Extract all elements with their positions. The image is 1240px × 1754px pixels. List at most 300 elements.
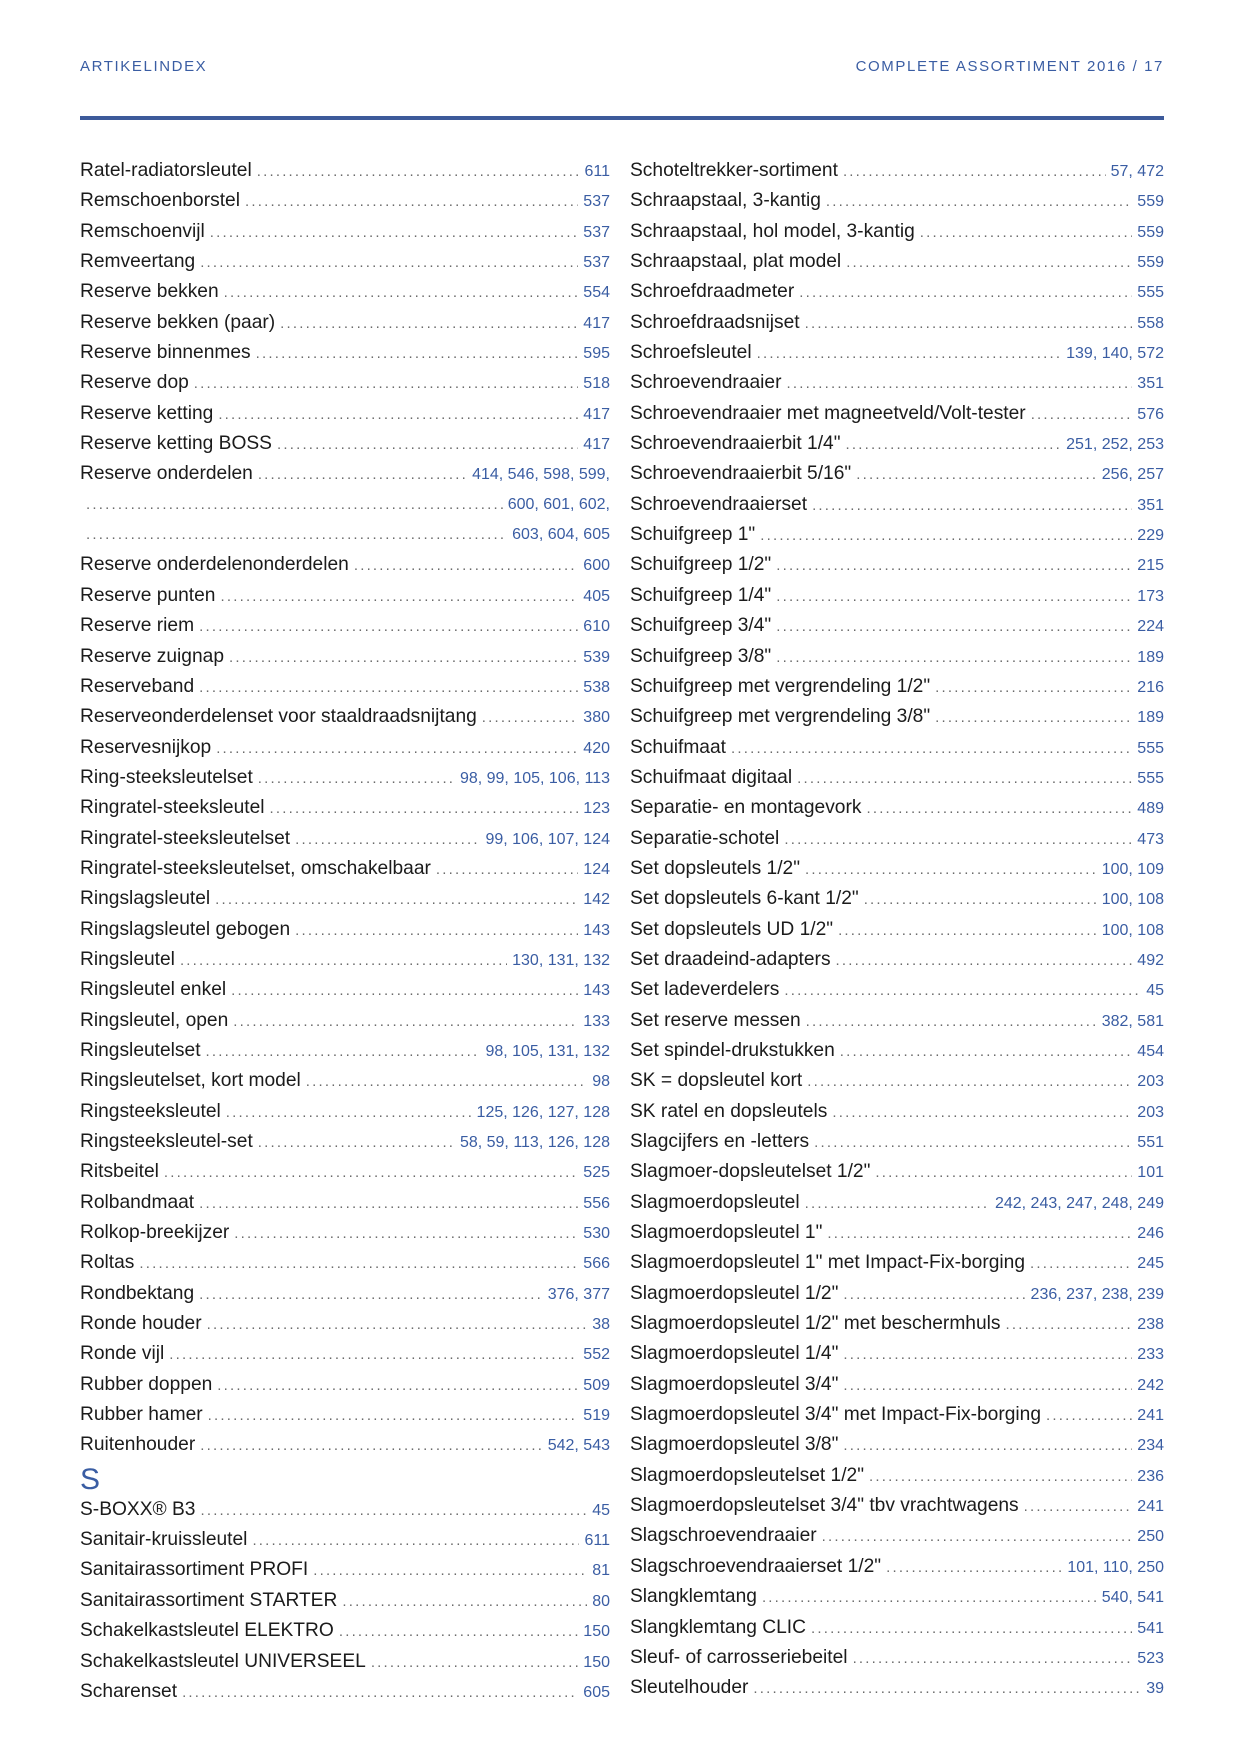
page-reference: 139, 140, 572 [1066, 345, 1164, 363]
index-term: Reserve onderdelenonderdelen [80, 554, 349, 576]
page-reference: 98, 99, 105, 106, 113 [459, 769, 610, 787]
page-reference: 99, 106, 107, 124 [485, 830, 610, 848]
index-term: Slangklemtang [630, 1586, 757, 1608]
dot-leader [875, 1158, 1132, 1188]
page-reference: 38 [592, 1316, 610, 1334]
index-term: Schuifmaat digitaal [630, 766, 793, 788]
index-section-letter: S [80, 1462, 101, 1496]
dot-leader [811, 1614, 1132, 1644]
index-term: Ronde houder [80, 1313, 202, 1335]
index-term: Reserveonderdelenset voor staaldraadsnijtang [80, 706, 477, 728]
index-column-left [80, 156, 610, 1707]
dot-leader [843, 1371, 1132, 1401]
dot-leader [1030, 1249, 1132, 1279]
dot-leader [776, 551, 1132, 581]
index-term: Ringratel-steeksleutelset [80, 827, 291, 849]
index-term: Set dopsleutels 1/2" [630, 857, 801, 879]
index-entry [630, 702, 1164, 732]
page-reference: 142 [583, 891, 610, 909]
index-entry [80, 1647, 610, 1677]
dot-leader [199, 673, 578, 703]
page-reference: 234 [1137, 1437, 1164, 1455]
page-reference: 242 [1137, 1376, 1164, 1394]
index-entry [80, 217, 610, 247]
page-reference: 143 [583, 921, 610, 939]
index-entry [630, 490, 1164, 520]
index-term: Ringsleutel enkel [80, 979, 227, 1001]
index-entry [80, 824, 610, 854]
dot-leader [1024, 1492, 1133, 1522]
page-reference: 351 [1137, 375, 1164, 393]
page-reference: 45 [592, 1501, 610, 1519]
index-entry [80, 277, 610, 307]
page-reference: 537 [583, 223, 610, 241]
index-entry [630, 399, 1164, 429]
index-entry [630, 459, 1164, 489]
dot-leader [805, 309, 1133, 339]
index-term: Set spindel-drukstukken [630, 1039, 835, 1061]
dot-leader [354, 551, 578, 581]
index-term: Schroefsleutel [630, 342, 752, 364]
dot-leader [258, 460, 467, 490]
page-reference: 566 [583, 1255, 610, 1273]
page-reference: 417 [583, 436, 610, 454]
page-reference: 405 [583, 587, 610, 605]
index-term: Schuifgreep 1" [630, 524, 756, 546]
index-term: Schuifgreep 3/4" [630, 615, 772, 637]
dot-leader [757, 339, 1062, 369]
dot-leader [200, 248, 578, 278]
dot-leader [846, 248, 1132, 278]
dot-leader [776, 582, 1132, 612]
page-reference: 509 [583, 1376, 610, 1394]
index-entry [630, 1461, 1164, 1491]
page-reference: 256, 257 [1101, 466, 1164, 484]
index-term: SK = dopsleutel kort [630, 1070, 803, 1092]
page-reference: 376, 377 [547, 1285, 610, 1303]
dot-leader [180, 946, 507, 976]
dot-leader [784, 976, 1141, 1006]
index-term: Sleuf- of carrosseriebeitel [630, 1646, 848, 1668]
index-term: Schuifgreep 1/2" [630, 554, 772, 576]
page-reference: 555 [1137, 769, 1164, 787]
dot-leader [217, 1371, 578, 1401]
index-entry [630, 793, 1164, 823]
page-reference: 523 [1137, 1649, 1164, 1667]
page-reference: 246 [1137, 1225, 1164, 1243]
page-reference: 251, 252, 253 [1066, 436, 1164, 454]
dot-leader [853, 1644, 1133, 1674]
page-reference: 100, 108 [1101, 921, 1164, 939]
page-reference: 224 [1137, 618, 1164, 636]
index-term: Remschoenborstel [80, 190, 240, 212]
index-term: Schakelkastsleutel UNIVERSEEL [80, 1650, 366, 1672]
dot-leader [832, 1098, 1132, 1128]
index-entry [630, 1613, 1164, 1643]
page-reference: 123 [583, 800, 610, 818]
index-term: Reservesnijkop [80, 736, 212, 758]
page-reference: 559 [1137, 223, 1164, 241]
index-entry [80, 1188, 610, 1218]
index-entry [80, 308, 610, 338]
index-entry [80, 338, 610, 368]
page-reference: 124 [583, 860, 610, 878]
dot-leader [245, 187, 578, 217]
index-term: Schuifgreep 3/8" [630, 645, 772, 667]
dot-leader [194, 369, 579, 399]
dot-leader [776, 612, 1132, 642]
header-section-title: ARTIKELINDEX [80, 58, 208, 75]
index-entry [80, 1616, 610, 1646]
dot-leader [846, 430, 1062, 460]
dot-leader [234, 1219, 578, 1249]
index-term: Reserve ketting BOSS [80, 433, 272, 455]
index-term: Reserveband [80, 675, 195, 697]
page-header [80, 58, 1164, 75]
index-entry [630, 581, 1164, 611]
page-reference: 351 [1137, 496, 1164, 514]
index-term: Slagmoerdopsleutel 3/8" [630, 1434, 839, 1456]
page-reference: 551 [1137, 1134, 1164, 1151]
index-entry [80, 1218, 610, 1248]
index-term: Ringratel-steeksleutelset, omschakelbaar [80, 857, 431, 879]
index-entry [80, 854, 610, 884]
page-reference: 559 [1137, 193, 1164, 211]
index-entry [630, 945, 1164, 975]
index-entry [80, 1525, 610, 1555]
index-term: Slagmoerdopsleutel 1" [630, 1222, 823, 1244]
page-reference: 57, 472 [1110, 163, 1164, 180]
page-reference: 417 [583, 405, 610, 423]
page-reference: 420 [583, 739, 610, 757]
index-entry [630, 824, 1164, 854]
page-reference: 150 [583, 1623, 610, 1641]
dot-leader [226, 1098, 472, 1128]
page-reference: 489 [1137, 800, 1164, 818]
index-entry [80, 1495, 610, 1525]
index-entry [80, 1127, 610, 1157]
index-entry [80, 399, 610, 429]
index-term: Ringsleutel [80, 948, 175, 970]
dot-leader [306, 1067, 587, 1097]
index-entry [630, 1036, 1164, 1066]
dot-leader [776, 643, 1132, 673]
index-term: Slagmoerdopsleutel 1/2" met beschermhuls [630, 1313, 1001, 1335]
index-entry [80, 1309, 610, 1339]
page-reference: 143 [583, 982, 610, 1000]
page-reference: 541 [1137, 1619, 1164, 1637]
dot-leader [814, 1128, 1132, 1158]
page-reference: 600 [583, 557, 610, 575]
page-reference: 559 [1137, 254, 1164, 272]
index-term: Slagschroevendraaierset 1/2" [630, 1555, 882, 1577]
index-entry [80, 1586, 610, 1616]
index-entry [630, 1552, 1164, 1582]
dot-leader [762, 1583, 1097, 1613]
dot-leader [215, 885, 578, 915]
page-reference: 250 [1137, 1528, 1164, 1546]
index-term: Sanitairassortiment PROFI [80, 1559, 309, 1581]
page-reference: 603, 604, 605 [512, 526, 610, 544]
dot-leader [277, 430, 578, 460]
index-term: Slagmoerdopsleutel 1/4" [630, 1343, 839, 1365]
index-entry [630, 975, 1164, 1005]
dot-leader [805, 1189, 990, 1219]
index-term: Schoteltrekker-sortiment [630, 160, 838, 181]
index-entry [80, 1006, 610, 1036]
index-term: Ringslagsleutel gebogen [80, 918, 291, 940]
index-term: Separatie- en montagevork [630, 797, 862, 819]
index-entry [630, 186, 1164, 216]
index-entry [630, 1491, 1164, 1521]
page-reference: 554 [583, 284, 610, 302]
page-reference: 530 [583, 1225, 610, 1243]
index-term: Ringsleutelset [80, 1039, 201, 1061]
dot-leader [258, 1128, 455, 1158]
dot-leader [1046, 1401, 1132, 1431]
index-term: Slagmoerdopsleutelset 1/2" [630, 1464, 865, 1486]
dot-leader [313, 1556, 587, 1586]
dot-leader [784, 825, 1132, 855]
dot-leader [199, 612, 578, 642]
index-term: Schroevendraaierbit 1/4" [630, 433, 841, 455]
index-term: Sanitairassortiment STARTER [80, 1589, 338, 1611]
dot-leader [864, 885, 1097, 915]
page-reference: 558 [1137, 314, 1164, 332]
index-entry [80, 793, 610, 823]
dot-leader [199, 1189, 578, 1219]
index-term: Rubber doppen [80, 1373, 213, 1395]
dot-leader [252, 1526, 579, 1556]
dot-leader [218, 400, 578, 430]
page-reference: 241 [1137, 1407, 1164, 1425]
index-term: Separatie-schotel [630, 827, 780, 849]
index-entry [80, 1555, 610, 1585]
index-term: Slagmoerdopsleutel 3/4" met Impact-Fix-borging [630, 1404, 1042, 1426]
index-term: Rondbektang [80, 1282, 195, 1304]
index-entry [630, 1097, 1164, 1127]
page-reference: 537 [583, 193, 610, 211]
index-term: Schroevendraaierbit 5/16" [630, 463, 852, 485]
page-reference: 611 [584, 1532, 610, 1550]
page-reference: 150 [583, 1653, 610, 1671]
index-entry [80, 1097, 610, 1127]
dot-leader [258, 764, 455, 794]
page-reference: 233 [1137, 1346, 1164, 1364]
index-term: Ringsteeksleutel [80, 1100, 221, 1122]
dot-leader [295, 825, 480, 855]
page-reference: 236, 237, 238, 239 [1030, 1285, 1164, 1303]
index-term: Ratel-radiatorsleutel [80, 160, 252, 181]
index-term: Ritsbeitel [80, 1161, 159, 1183]
index-term: Schroefdraadmeter [630, 281, 795, 303]
dot-leader [231, 976, 578, 1006]
index-entry [630, 733, 1164, 763]
index-entry [630, 1673, 1164, 1703]
page-reference: 555 [1137, 739, 1164, 757]
index-term: Schuifgreep met vergrendeling 1/2" [630, 675, 931, 697]
index-entry [630, 763, 1164, 793]
page-reference: 525 [583, 1164, 610, 1182]
dot-leader [805, 855, 1097, 885]
dot-leader [206, 1037, 481, 1067]
dot-leader [838, 916, 1097, 946]
index-term: Reserve bekken (paar) [80, 311, 276, 333]
dot-leader [843, 1280, 1025, 1310]
index-entry [80, 611, 610, 641]
index-entry [630, 1339, 1164, 1369]
index-entry [630, 247, 1164, 277]
index-entry [80, 1157, 610, 1187]
index-entry [80, 1677, 610, 1707]
index-entry [630, 217, 1164, 247]
index-term: Reserve onderdelen [80, 463, 253, 485]
dot-leader [139, 1249, 578, 1279]
index-entry [80, 884, 610, 914]
dot-leader [229, 643, 578, 673]
dot-leader [822, 1522, 1133, 1552]
dot-leader [869, 1462, 1132, 1492]
index-entry [630, 1643, 1164, 1673]
index-entry [630, 277, 1164, 307]
dot-leader [270, 794, 579, 824]
dot-leader [436, 855, 578, 885]
page-reference: 203 [1137, 1103, 1164, 1121]
dot-leader [1006, 1310, 1133, 1340]
page-reference: 245 [1137, 1255, 1164, 1273]
dot-leader [856, 460, 1097, 490]
index-term: Reserve punten [80, 584, 216, 606]
index-term: Remschoenvijl [80, 220, 205, 242]
index-term: Set dopsleutels 6-kant 1/2" [630, 888, 859, 910]
index-entry [630, 884, 1164, 914]
index-entry [630, 915, 1164, 945]
index-entry [630, 1188, 1164, 1218]
index-term: Ringslagsleutel [80, 888, 211, 910]
page-reference: 100, 109 [1101, 860, 1164, 878]
index-term: Slagmoerdopsleutelset 3/4" tbv vrachtwagens [630, 1495, 1019, 1517]
index-term: Ruitenhouder [80, 1434, 196, 1456]
dot-leader [208, 1401, 579, 1431]
index-term: Ringratel-steeksleutel [80, 797, 265, 819]
index-entry [80, 581, 610, 611]
dot-leader [216, 734, 578, 764]
index-term: Reserve riem [80, 615, 195, 637]
page-reference: 537 [583, 254, 610, 272]
dot-leader [1031, 400, 1133, 430]
index-term: Slagmoerdopsleutel 1" met Impact-Fix-borging [630, 1252, 1026, 1274]
dot-leader [920, 218, 1133, 248]
page-reference: 101, 110, 250 [1067, 1558, 1164, 1576]
index-entry [630, 1309, 1164, 1339]
dot-leader [199, 1280, 543, 1310]
page-reference: 215 [1137, 557, 1164, 575]
index-entry [80, 763, 610, 793]
header-divider [80, 116, 1164, 120]
index-entry [80, 915, 610, 945]
index-entry [630, 156, 1164, 186]
index-entry [80, 642, 610, 672]
index-entry [630, 1521, 1164, 1551]
index-term: Ringsteeksleutel-set [80, 1131, 253, 1152]
index-entry [630, 854, 1164, 884]
index-entry [630, 520, 1164, 550]
index-entry [630, 308, 1164, 338]
index-term: S-BOXX® B3 [80, 1498, 196, 1520]
index-entry [80, 733, 610, 763]
dot-leader [482, 703, 579, 733]
page-reference: 540, 541 [1101, 1589, 1164, 1607]
page-reference: 519 [583, 1407, 610, 1425]
index-term: Slangklemtang CLIC [630, 1616, 806, 1638]
index-entry [630, 642, 1164, 672]
index-term: Schroevendraaierset [630, 493, 808, 515]
dot-leader [257, 157, 580, 187]
index-entry [630, 611, 1164, 641]
page-reference: 189 [1137, 648, 1164, 666]
index-term: Rubber hamer [80, 1404, 203, 1426]
page-reference: 236 [1137, 1467, 1164, 1485]
dot-leader [807, 1067, 1132, 1097]
dot-leader [806, 1007, 1097, 1037]
index-term: Schuifmaat [630, 736, 726, 758]
index-term: Schraapstaal, plat model [630, 251, 842, 273]
page-reference: 611 [584, 163, 610, 180]
page-reference: 189 [1137, 709, 1164, 727]
page-reference: 542, 543 [547, 1437, 610, 1455]
dot-leader [210, 218, 579, 248]
index-term: Set ladeverdelers [630, 979, 780, 1001]
index-term: Rolbandmaat [80, 1191, 195, 1213]
dot-leader [182, 1678, 578, 1708]
index-entry [630, 1582, 1164, 1612]
index-term: Ronde vijl [80, 1343, 165, 1365]
index-term: Reserve binnenmes [80, 342, 251, 364]
page-reference: 576 [1137, 405, 1164, 423]
dot-leader [207, 1310, 588, 1340]
dot-leader [169, 1340, 578, 1370]
index-entry [80, 1036, 610, 1066]
page-reference: 238 [1137, 1316, 1164, 1334]
index-entry [80, 247, 610, 277]
page-reference: 414, 546, 598, 599, [472, 466, 610, 484]
page-reference: 382, 581 [1101, 1012, 1164, 1030]
dot-leader [935, 673, 1132, 703]
index-entry [80, 1279, 610, 1309]
page-reference: 133 [583, 1012, 610, 1030]
index-term: Set draadeind-adapters [630, 948, 831, 970]
index-entry [630, 1066, 1164, 1096]
index-term: Ringsleutel, open [80, 1009, 229, 1031]
dot-leader [371, 1648, 578, 1678]
page-reference: 203 [1137, 1073, 1164, 1091]
index-term: Reserve bekken [80, 281, 219, 303]
page-reference: 610 [583, 618, 610, 636]
page-reference: 538 [583, 678, 610, 696]
index-entry [630, 1248, 1164, 1278]
dot-leader [935, 703, 1132, 733]
dot-leader [843, 157, 1106, 187]
dot-leader [256, 339, 579, 369]
index-entry [630, 1218, 1164, 1248]
index-term: Slagmoerdopsleutel 1/2" [630, 1282, 839, 1304]
page-reference: 492 [1137, 951, 1164, 969]
page-reference: 98 [592, 1073, 610, 1091]
index-entry [80, 1248, 610, 1278]
dot-leader [799, 278, 1132, 308]
index-term: Slagmoer-dopsleutelset 1/2" [630, 1161, 871, 1183]
index-term: Schraapstaal, hol model, 3-kantig [630, 220, 915, 242]
